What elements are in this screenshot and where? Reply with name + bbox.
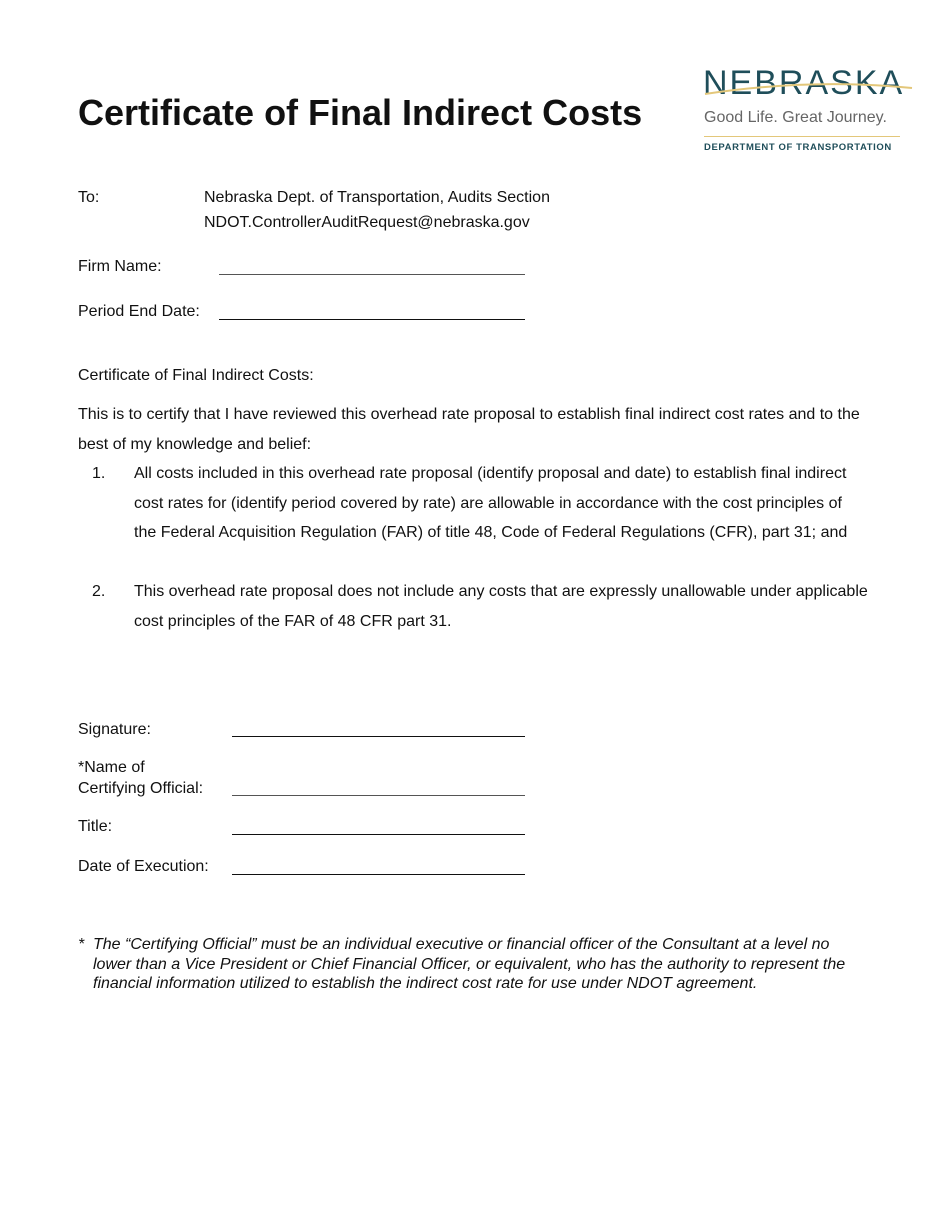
period-end-label: Period End Date: <box>78 303 200 320</box>
list-item <box>78 459 868 548</box>
intro-paragraph: This is to certify that I have reviewed this overhead rate proposal to establish final indirect cost rates and to the best of my knowledge and belief: <box>78 406 860 453</box>
title-label: Title: <box>78 818 113 835</box>
logo-divider <box>704 136 900 137</box>
name-of-label: *Name of <box>78 759 145 776</box>
logo-tagline: Good Life. Great Journey. <box>704 109 887 126</box>
signature-label: Signature: <box>78 721 151 738</box>
logo-swoosh-icon <box>700 78 915 98</box>
logo-department: DEPARTMENT OF TRANSPORTATION <box>704 142 892 153</box>
footnote-text: The “Certifying Official” must be an individual executive or financial officer of the Consultant at a level no lower than a Vice President or Chief Financial Officer, or equivalent, who has the authority to represent the financial information utilized to establish the indirect cost rate for use under NDOT agreement. <box>93 936 846 992</box>
certifying-official-label: Certifying Official: <box>78 780 204 797</box>
logo-wordmark: NEBRASKA <box>703 64 905 102</box>
section-heading: Certificate of Final Indirect Costs: <box>78 367 314 384</box>
list-number: 1. <box>92 465 106 482</box>
list-text: This overhead rate proposal does not include any costs that are expressly unallowable under applicable cost principles of the FAR of 48 CFR part 31. <box>134 583 868 630</box>
firm-name-field[interactable] <box>219 274 525 275</box>
page-title: Certificate of Final Indirect Costs <box>78 92 643 133</box>
to-email: NDOT.ControllerAuditRequest@nebraska.gov <box>204 214 530 231</box>
to-label: To: <box>78 189 100 206</box>
to-address: Nebraska Dept. of Transportation, Audits Section <box>204 189 550 206</box>
list-item <box>78 577 868 636</box>
list-text: All costs included in this overhead rate proposal (identify proposal and date) to establish final indirect cost rates for (identify period covered by rate) are allowable in accordance with the cost principles of the Federal Acquisition Regulation (FAR) of title 48, Code of Federal Regulations (CFR), part 31; and <box>134 465 848 541</box>
footnote <box>78 935 868 994</box>
date-execution-label: Date of Execution: <box>78 858 209 875</box>
date-execution-field[interactable] <box>232 874 525 875</box>
title-field[interactable] <box>232 834 525 835</box>
list-number: 2. <box>92 583 106 600</box>
footnote-marker: * <box>78 936 85 953</box>
firm-name-label: Firm Name: <box>78 258 162 275</box>
signature-field[interactable] <box>232 736 525 737</box>
certifying-official-field[interactable] <box>232 795 525 796</box>
period-end-field[interactable] <box>219 319 525 320</box>
